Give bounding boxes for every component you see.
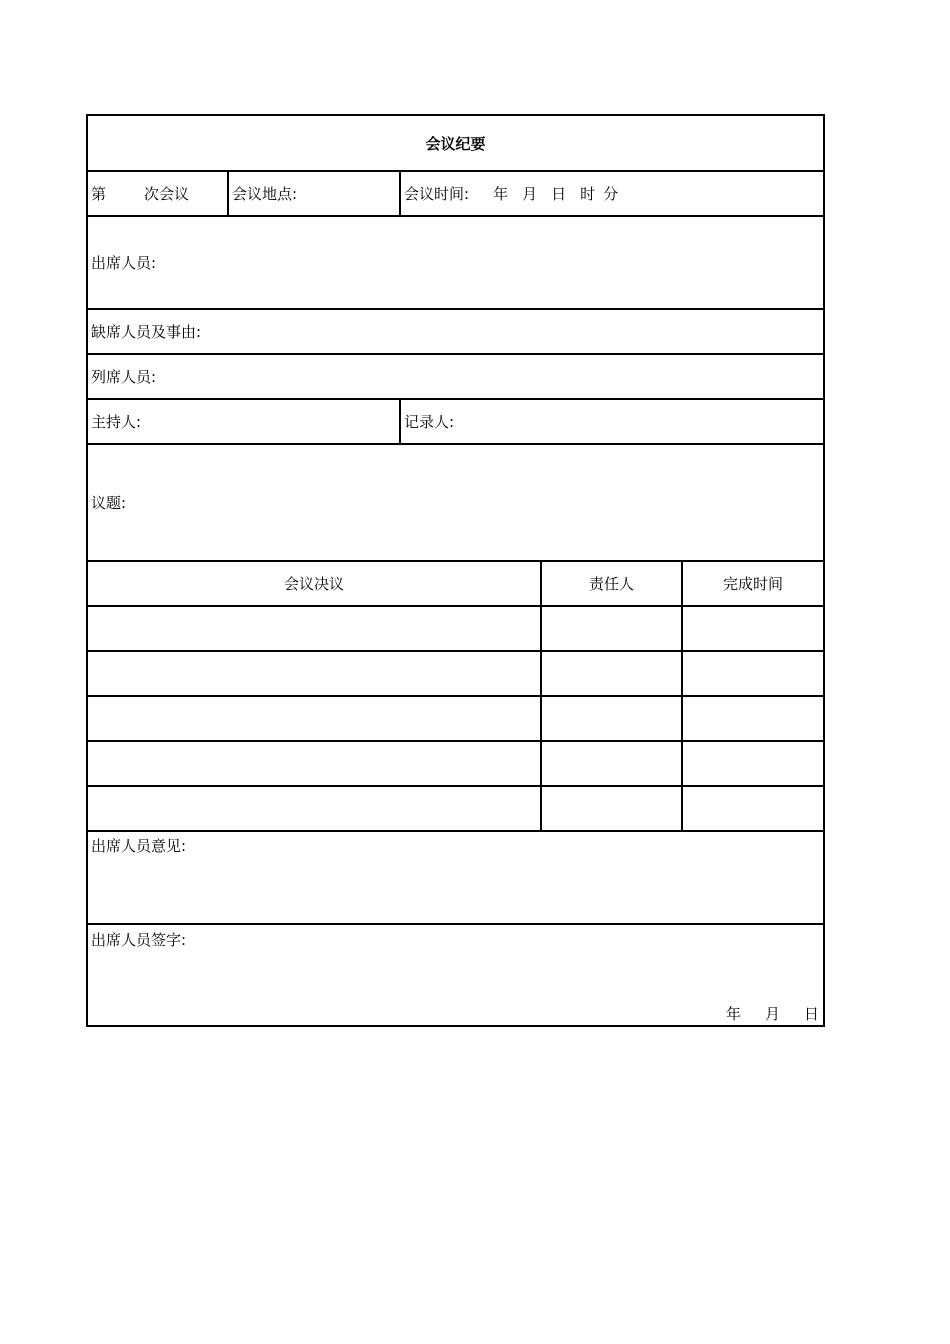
- session-prefix: 第: [91, 185, 107, 203]
- responsible-cell[interactable]: [541, 606, 682, 651]
- deadline-cell[interactable]: [682, 696, 824, 741]
- deadline-cell[interactable]: [682, 651, 824, 696]
- session-suffix: 次会议: [144, 185, 190, 203]
- deadline-cell[interactable]: [682, 741, 824, 786]
- signature-label: 出席人员签字:: [91, 931, 187, 949]
- signature-year: 年: [726, 1005, 742, 1023]
- absentees-field[interactable]: [87, 309, 824, 354]
- meeting-minutes-form: [86, 114, 825, 1027]
- responsible-cell[interactable]: [541, 651, 682, 696]
- deadline-header: 完成时间: [682, 561, 824, 606]
- responsible-cell[interactable]: [541, 786, 682, 831]
- table-row: [87, 696, 824, 741]
- decision-cell[interactable]: [87, 786, 541, 831]
- observers-label: 列席人员:: [91, 368, 157, 386]
- opinions-label: 出席人员意见:: [91, 837, 187, 855]
- time-day: 日: [551, 185, 567, 203]
- topic-label: 议题:: [91, 494, 127, 512]
- attendees-field[interactable]: [87, 216, 824, 309]
- time-year: 年: [493, 185, 509, 203]
- opinions-field[interactable]: [87, 831, 824, 924]
- recorder-field[interactable]: [400, 399, 824, 444]
- time-minute: 分: [603, 185, 619, 203]
- decision-header: 会议决议: [87, 561, 541, 606]
- host-label: 主持人:: [91, 413, 142, 431]
- time-hour: 时: [580, 185, 596, 203]
- decision-cell[interactable]: [87, 741, 541, 786]
- table-row: [87, 786, 824, 831]
- session-number-field[interactable]: [87, 171, 228, 216]
- signature-month: 月: [765, 1005, 781, 1023]
- table-row: [87, 651, 824, 696]
- responsible-cell[interactable]: [541, 741, 682, 786]
- signature-day: 日: [804, 1005, 820, 1023]
- topic-field[interactable]: [87, 444, 824, 561]
- absentees-label: 缺席人员及事由:: [91, 323, 202, 341]
- form-title: 会议纪要: [87, 115, 824, 171]
- meeting-time-field[interactable]: [400, 171, 824, 216]
- location-field[interactable]: [228, 171, 400, 216]
- decision-cell[interactable]: [87, 696, 541, 741]
- time-label: 会议时间:: [404, 185, 470, 203]
- deadline-cell[interactable]: [682, 606, 824, 651]
- decision-cell[interactable]: [87, 651, 541, 696]
- responsible-cell[interactable]: [541, 696, 682, 741]
- time-month: 月: [522, 185, 538, 203]
- table-row: [87, 606, 824, 651]
- decision-cell[interactable]: [87, 606, 541, 651]
- deadline-cell[interactable]: [682, 786, 824, 831]
- recorder-label: 记录人:: [404, 413, 455, 431]
- location-label: 会议地点:: [232, 185, 298, 203]
- signature-date: [726, 1003, 819, 1024]
- table-row: [87, 741, 824, 786]
- signature-field[interactable]: [87, 924, 824, 1026]
- host-field[interactable]: [87, 399, 400, 444]
- responsible-header: 责任人: [541, 561, 682, 606]
- attendees-label: 出席人员:: [91, 254, 157, 272]
- observers-field[interactable]: [87, 354, 824, 399]
